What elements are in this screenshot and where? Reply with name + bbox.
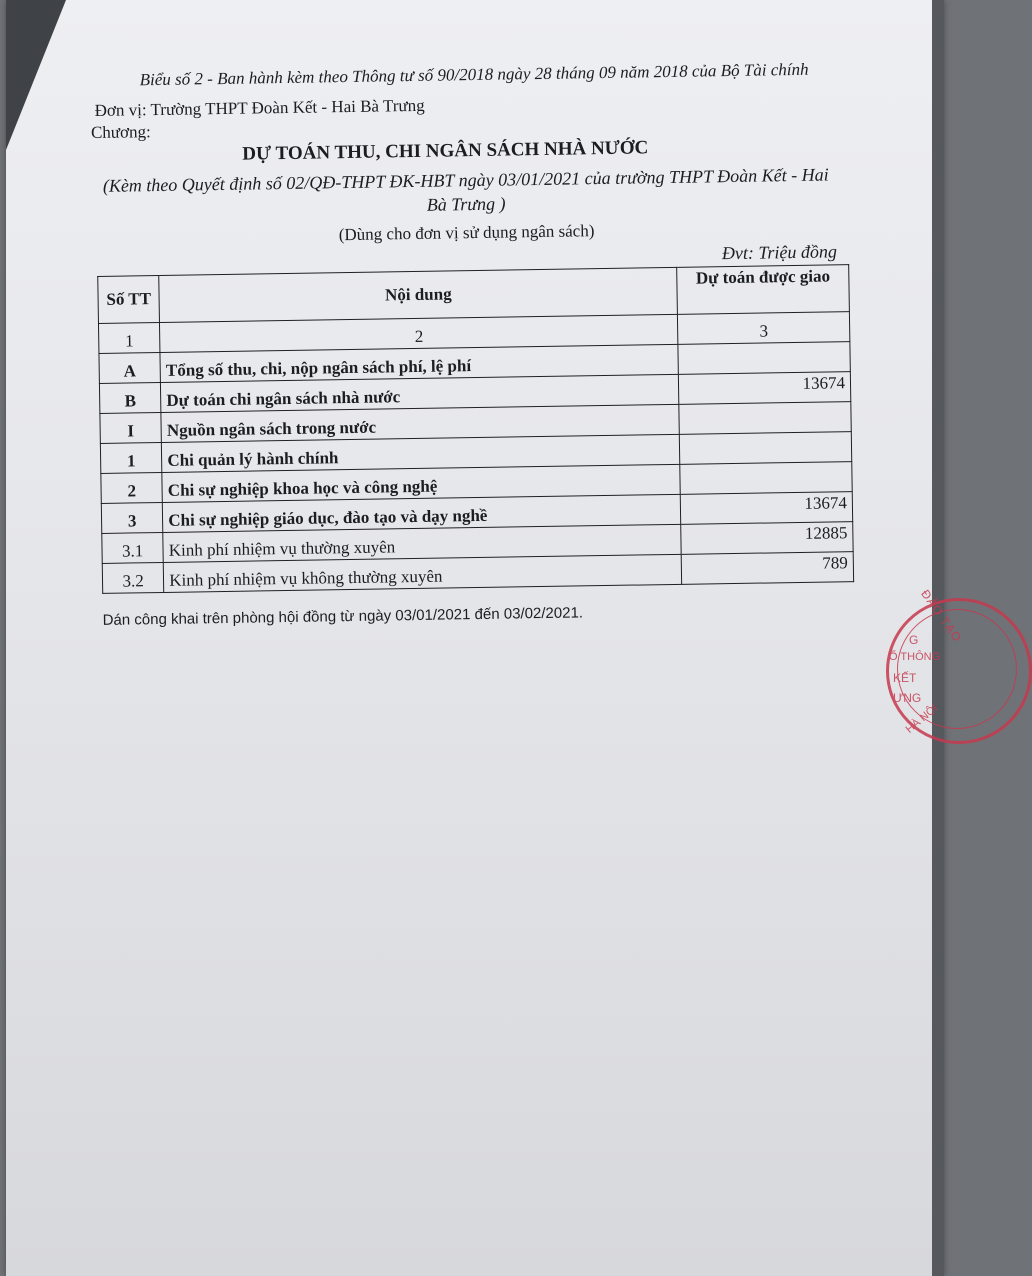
row-no: B <box>99 382 161 413</box>
row-value <box>680 432 852 465</box>
header-content: Nội dung <box>159 267 678 322</box>
row-no: 2 <box>101 472 163 503</box>
row-no: 3.2 <box>102 562 164 593</box>
seal-text: ĐÀO TẠO <box>918 587 965 645</box>
unit-label: Đvt: Triệu đồng <box>721 241 838 264</box>
row-content: Dự toán chi ngân sách nhà nước <box>161 374 679 412</box>
row-no: 3.1 <box>102 532 164 563</box>
row-value: 13674 <box>681 492 853 525</box>
budget-table <box>97 264 854 594</box>
row-content: Tổng số thu, chi, nộp ngân sách phí, lệ phí <box>160 344 678 382</box>
row-no: 1 <box>100 442 162 473</box>
row-content: Chi sự nghiệp khoa học và công nghệ <box>162 464 680 502</box>
row-content: Chi sự nghiệp giáo dục, đào tạo và dạy nghề <box>163 494 681 532</box>
document-title: DỰ TOÁN THU, CHI NGÂN SÁCH NHÀ NƯỚC <box>242 137 649 165</box>
row-value <box>680 462 852 495</box>
official-seal <box>886 587 1032 744</box>
index-no: 1 <box>98 322 160 353</box>
document-subtitle: (Kèm theo Quyết định số 02/QĐ-THPT ĐK-HBT ngày 03/01/2021 của trường THPT Đoàn Kết - Hai Bà Trưng ) <box>102 164 829 215</box>
usage-note: (Dùng cho đơn vị sử dụng ngân sách) <box>338 221 595 245</box>
row-value: 13674 <box>679 372 851 405</box>
unit-line: Đơn vị: Trường THPT Đoàn Kết - Hai Bà Trưng <box>94 95 425 120</box>
row-content: Kinh phí nhiệm vụ không thường xuyên <box>163 554 681 592</box>
seal-text: HÀ NỘI <box>903 702 941 736</box>
seal-text: KẾT <box>893 671 917 685</box>
page-fold <box>6 0 66 150</box>
row-content: Nguồn ngân sách trong nước <box>161 404 679 442</box>
row-content: Kinh phí nhiệm vụ thường xuyên <box>163 524 681 562</box>
index-value: 3 <box>678 312 850 345</box>
seal-text: Ổ THÔNG <box>889 651 941 663</box>
header-no: Số TT <box>98 276 160 324</box>
header-value: Dự toán được giao <box>677 265 849 315</box>
document-page <box>6 0 965 1276</box>
row-content: Chi quản lý hành chính <box>162 434 680 472</box>
row-no: I <box>100 412 162 443</box>
row-value <box>679 402 851 435</box>
row-no: A <box>99 352 161 383</box>
document-body <box>90 58 873 629</box>
seal-text: ƯNG <box>893 691 922 705</box>
legal-reference: Biểu số 2 - Ban hành kèm theo Thông tư số 90/2018 ngày 28 tháng 09 năm 2018 của Bộ Tài chính <box>139 59 809 90</box>
posting-note: Dán công khai trên phòng hội đồng từ ngày 03/01/2021 đến 03/02/2021. <box>102 604 584 629</box>
row-no: 3 <box>101 502 163 533</box>
row-value <box>678 342 850 375</box>
seal-text: G <box>909 633 919 647</box>
chapter-line: Chương: <box>90 122 151 143</box>
row-value: 12885 <box>681 522 853 555</box>
index-content: 2 <box>160 314 678 352</box>
row-value: 789 <box>681 552 853 585</box>
